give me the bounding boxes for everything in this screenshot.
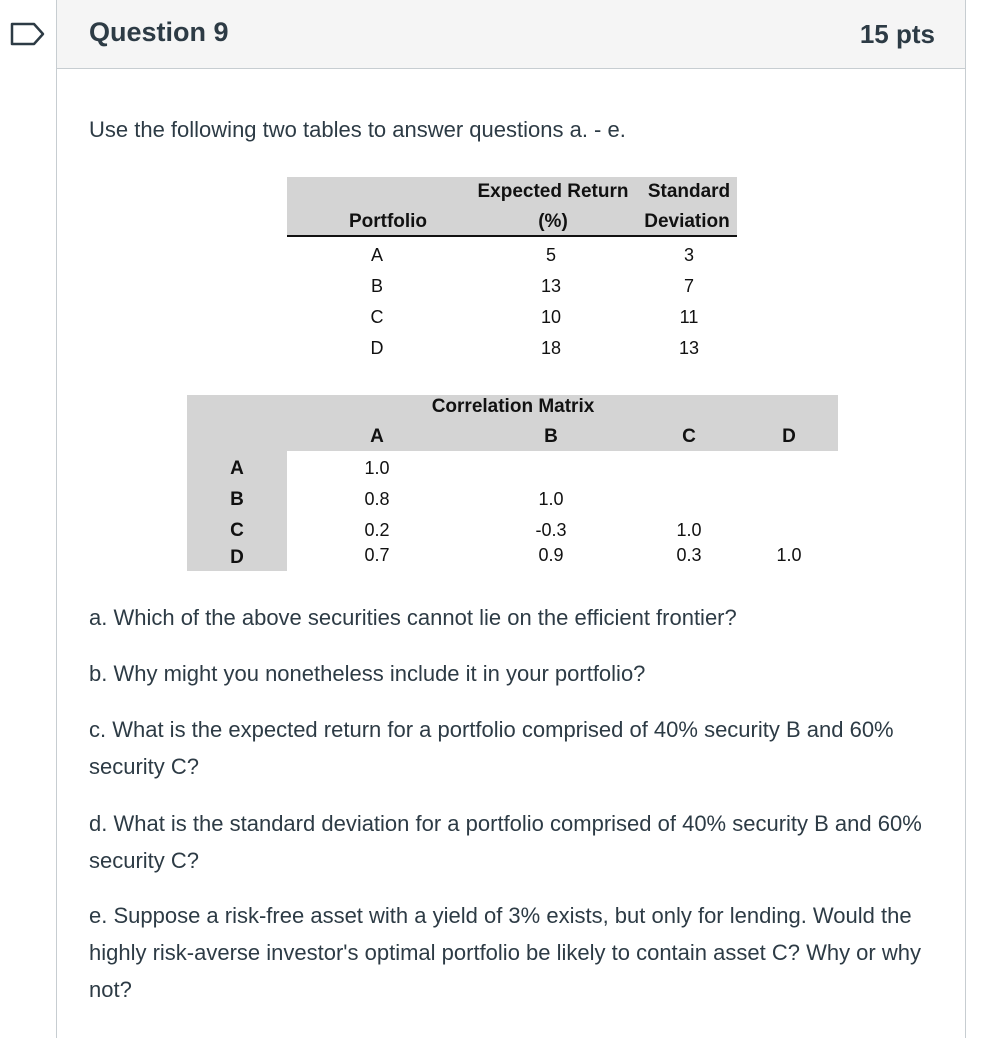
t2-col-d: D [782, 426, 796, 447]
question-points: 15 pts [859, 19, 935, 49]
header-expected-return-2: (%) [538, 211, 568, 232]
header-std-dev-1: Standard [647, 181, 731, 202]
flag-question-button[interactable] [0, 0, 56, 68]
t1-row-b-portfolio: B [370, 276, 383, 296]
question-a: a. Which of the above securities cannot lie on the efficient frontier? [89, 605, 737, 630]
t1-row-a-sd: 3 [683, 245, 694, 265]
t2-d-b: 0.9 [538, 545, 564, 565]
t1-row-c-er: 10 [540, 307, 562, 327]
t1-row-a-er: 5 [545, 245, 556, 265]
t2-row-c-label: C [230, 520, 244, 541]
t2-col-b: B [544, 426, 558, 447]
header-std-dev-2: Deviation [644, 211, 730, 232]
t2-b-b: 1.0 [538, 489, 564, 509]
t2-col-a: A [370, 426, 384, 447]
header-expected-return-1: Expected Return [477, 181, 629, 202]
t2-d-c: 0.3 [676, 545, 702, 565]
t2-row-d-label: D [230, 547, 244, 568]
t2-c-a: 0.2 [364, 520, 390, 540]
bookmark-flag-icon [10, 22, 46, 46]
correlation-matrix-title: Correlation Matrix [431, 396, 595, 417]
t2-row-b-label: B [230, 489, 244, 510]
t2-a-a: 1.0 [364, 458, 390, 478]
t2-d-a: 0.7 [364, 545, 390, 565]
t2-b-a: 0.8 [364, 489, 390, 509]
t1-row-c-sd: 11 [679, 307, 699, 327]
question-header [57, 0, 965, 69]
t1-row-d-sd: 13 [678, 338, 700, 358]
t2-row-a-label: A [230, 458, 244, 479]
t2-col-c: C [682, 426, 696, 447]
t1-row-d-portfolio: D [370, 338, 384, 358]
question-title: Question 9 [89, 17, 229, 47]
question-c: c. What is the expected return for a portfolio comprised of 40% security B and 60% security C? [89, 717, 894, 779]
question-d: d. What is the standard deviation for a portfolio comprised of 40% security B and 60% security C? [89, 811, 922, 873]
t2-d-d: 1.0 [776, 545, 802, 565]
t1-row-c-portfolio: C [370, 307, 384, 327]
question-e: e. Suppose a risk-free asset with a yield of 3% exists, but only for lending. Would the highly risk-averse investor's optimal portfolio be likely to contain asset C? Why or why not? [89, 903, 921, 1002]
t1-row-b-sd: 7 [683, 276, 694, 296]
t1-row-a-portfolio: A [370, 245, 383, 265]
question-card [56, 0, 966, 1038]
header-portfolio: Portfolio [348, 211, 428, 232]
question-b: b. Why might you nonetheless include it in your portfolio? [89, 661, 646, 686]
t2-c-b: -0.3 [535, 520, 567, 540]
t2-c-c: 1.0 [676, 520, 702, 540]
t1-row-b-er: 13 [540, 276, 562, 296]
question-intro: Use the following two tables to answer questions a. - e. [89, 117, 626, 142]
t1-row-d-er: 18 [540, 338, 562, 358]
